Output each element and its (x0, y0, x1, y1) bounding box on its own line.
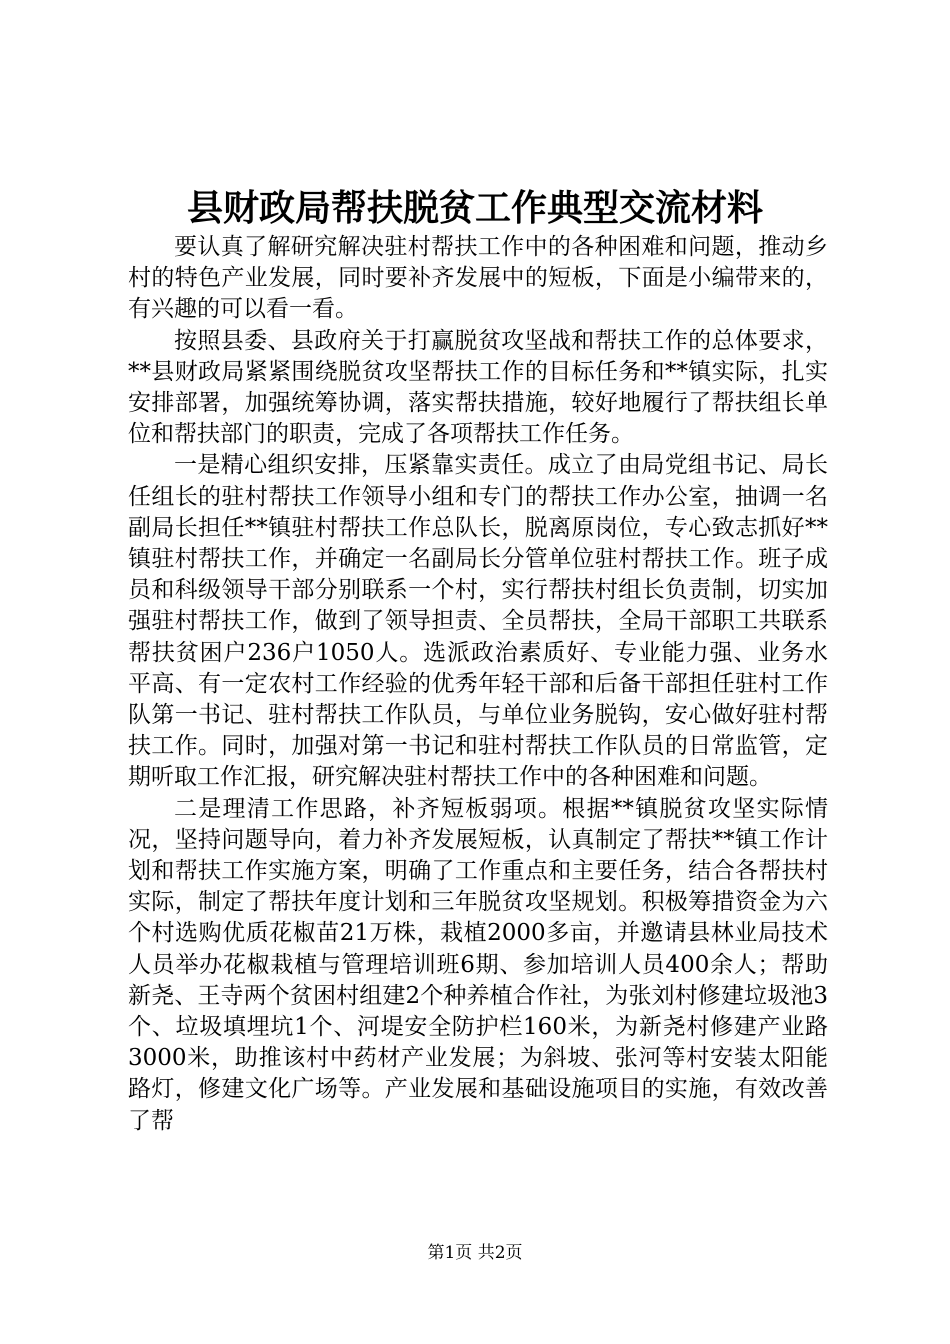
paragraph-intro: 要认真了解研究解决驻村帮扶工作中的各种困难和问题，推动乡村的特色产业发展，同时要补齐发展中的短板，下面是小编带来的，有兴趣的可以看一看。 (128, 234, 828, 323)
paragraph-work-ideas: 二是理清工作思路，补齐短板弱项。根据**镇脱贫攻坚实际情况，坚持问题导向，着力补齐发展短板，认真制定了帮扶**镇工作计划和帮扶工作实施方案，明确了工作重点和主要任务，结合各帮扶村实际，制定了帮扶年度计划和三年脱贫攻坚规划。积极筹措资金为六个村选购优质花椒苗21万株，栽植2000多亩，并邀请县林业局技术人员举办花椒栽植与管理培训班6期、参加培训人员400余人；帮助新尧、王寺两个贫困村组建2个种养植合作社，为张刘村修建垃圾池3个、垃圾填埋坑1个、河堤安全防护栏160米，为新尧村修建产业路3000米，助推该村中药材产业发展；为斜坡、张河等村安装太阳能路灯，修建文化广场等。产业发展和基础设施项目的实施，有效改善了帮 (128, 795, 828, 1134)
page-number-footer: 第1页 共2页 (427, 1243, 523, 1263)
paragraph-organization: 一是精心组织安排，压紧靠实责任。成立了由局党组书记、局长任组长的驻村帮扶工作领导小组和专门的帮扶工作办公室，抽调一名副局长担任**镇驻村帮扶工作总队长，脱离原岗位，专心致志抓好**镇驻村帮扶工作，并确定一名副局长分管单位驻村帮扶工作。班子成员和科级领导干部分别联系一个村，实行帮扶村组长负责制，切实加强驻村帮扶工作，做到了领导担责、全员帮扶，全局干部职工共联系帮扶贫困户236户1050人。选派政治素质好、专业能力强、业务水平高、有一定农村工作经验的优秀年轻干部和后备干部担任驻村工作队第一书记、驻村帮扶工作队员，与单位业务脱钩，安心做好驻村帮扶工作。同时，加强对第一书记和驻村帮扶工作队员的日常监管，定期听取工作汇报，研究解决驻村帮扶工作中的各种困难和问题。 (128, 452, 828, 791)
document-title: 县财政局帮扶脱贫工作典型交流材料 (186, 187, 763, 229)
document-body (128, 232, 828, 1137)
paragraph-overview: 按照县委、县政府关于打赢脱贫攻坚战和帮扶工作的总体要求，**县财政局紧紧围绕脱贫攻坚帮扶工作的目标任务和**镇实际，扎实安排部署，加强统筹协调，落实帮扶措施，较好地履行了帮扶组长单位和帮扶部门的职责，完成了各项帮扶工作任务。 (128, 327, 828, 448)
